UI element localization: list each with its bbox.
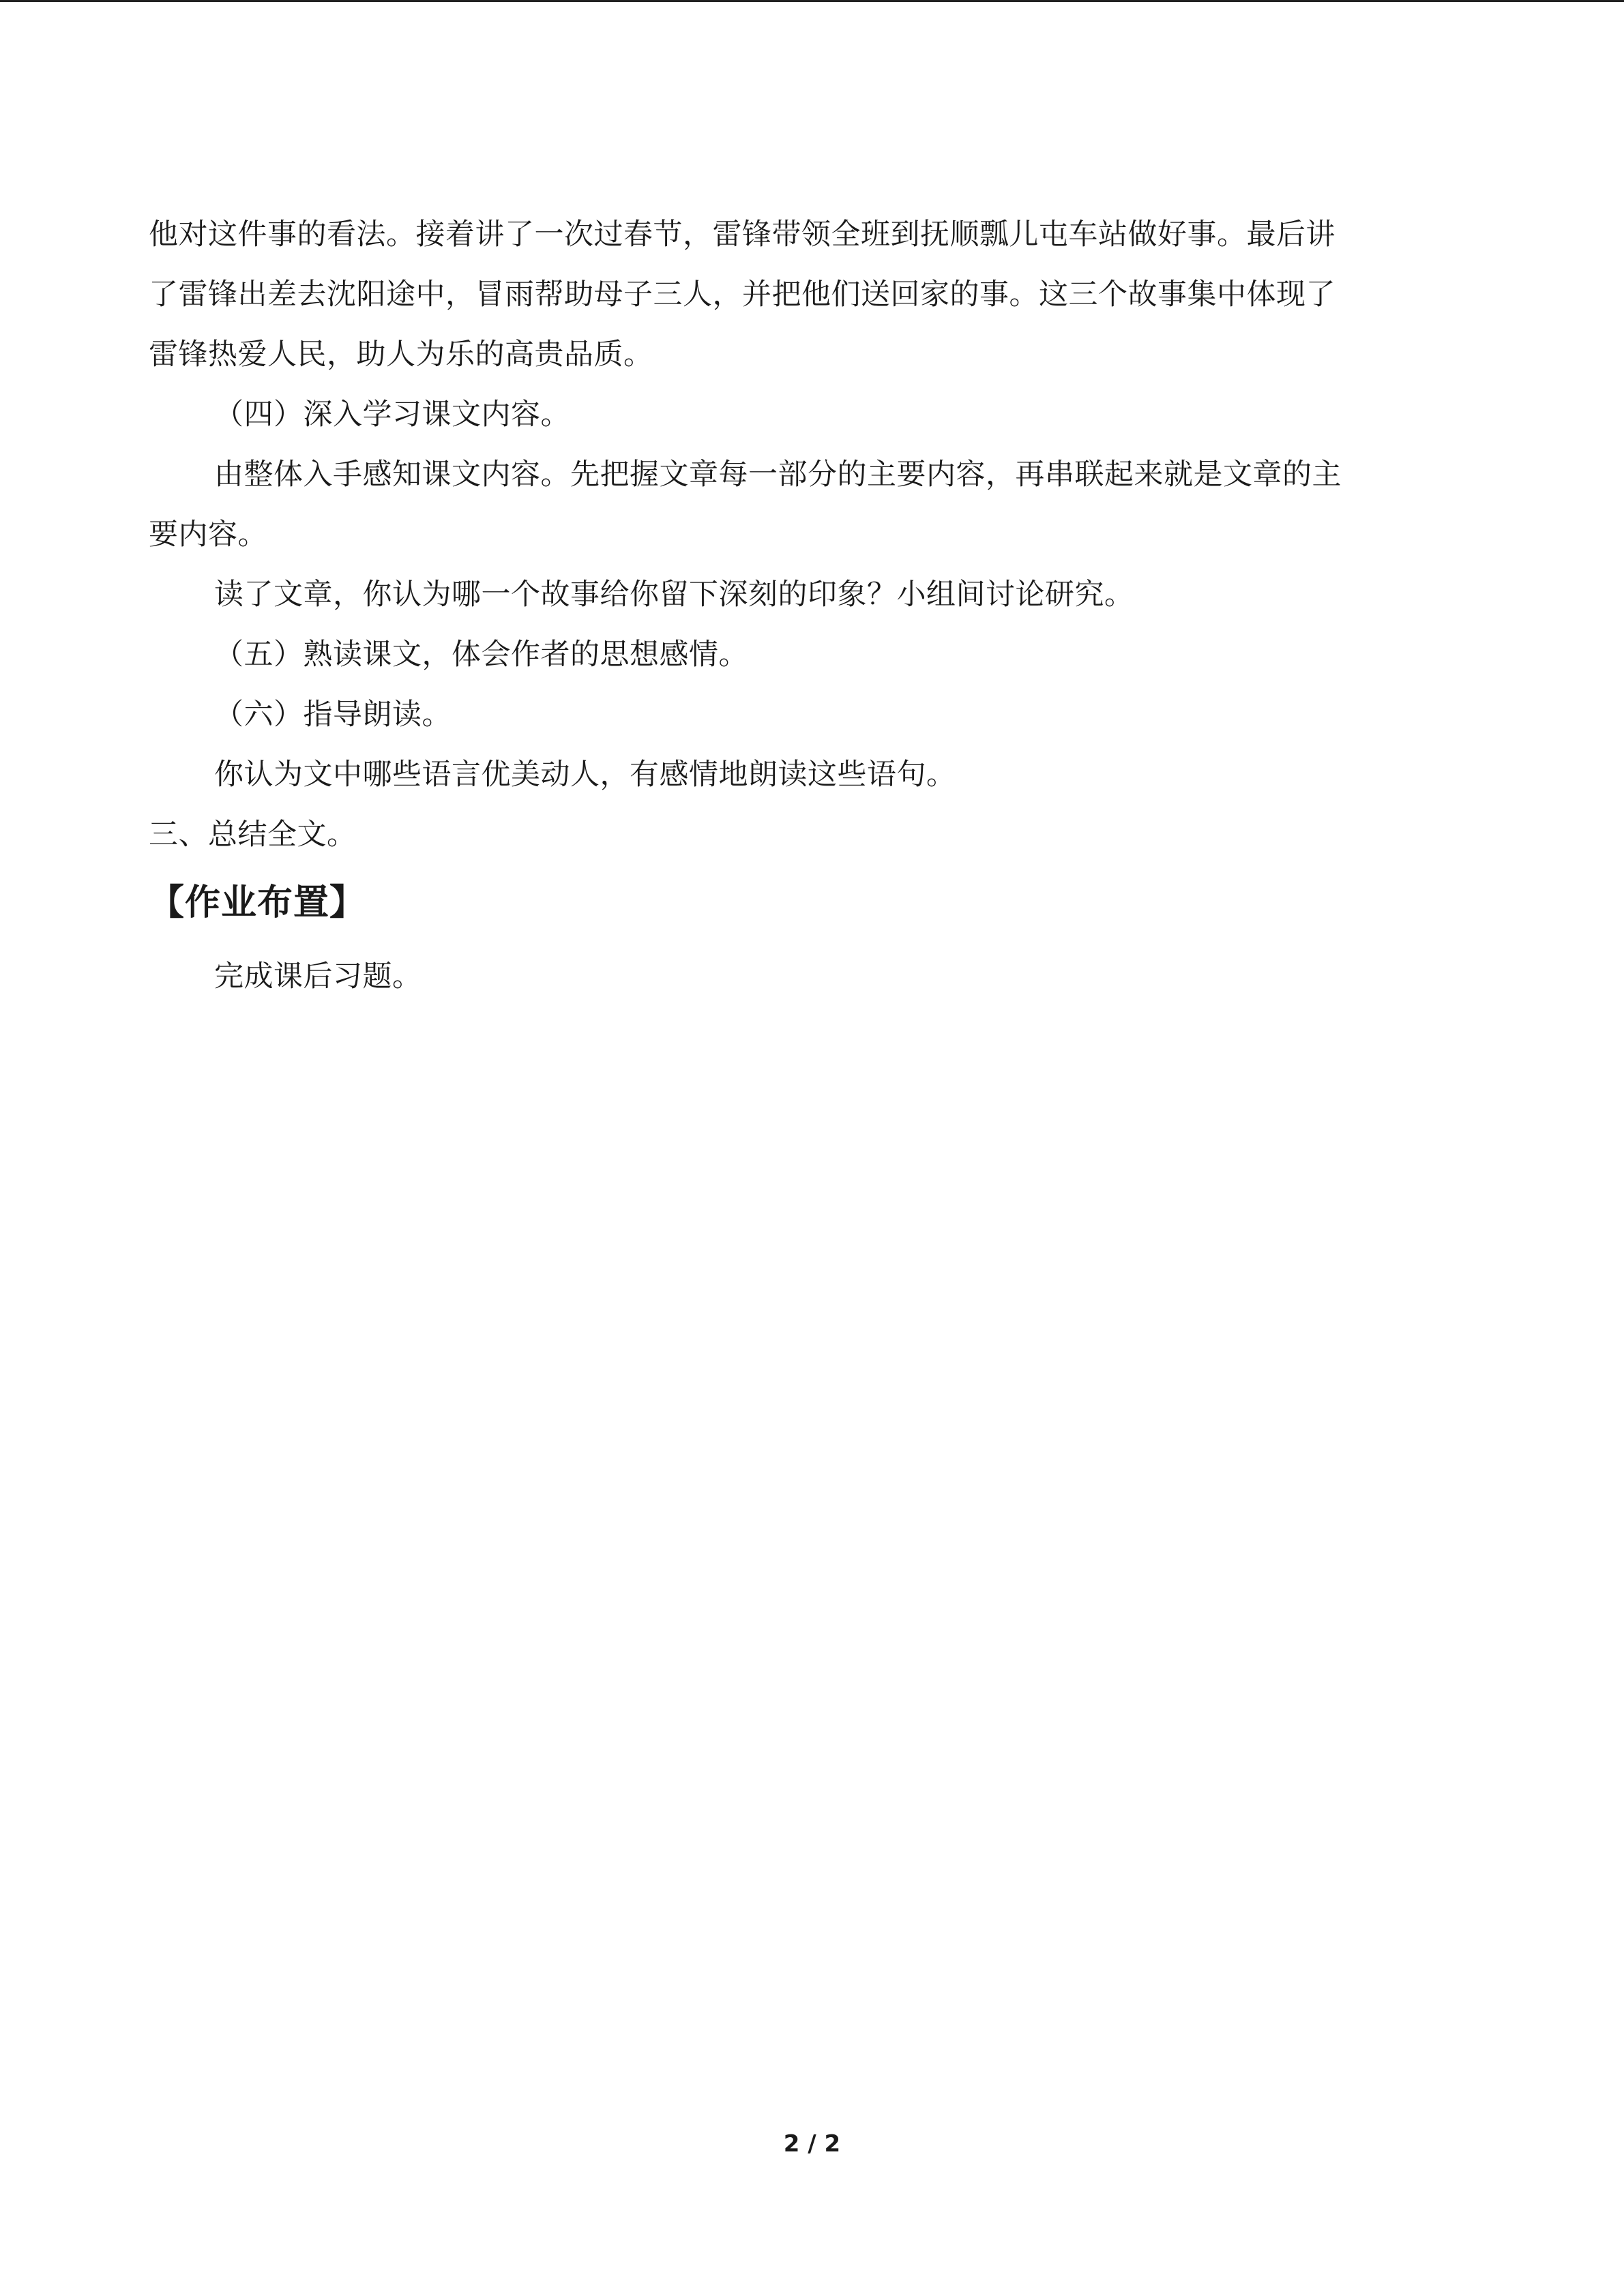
- page-number: 2 / 2: [783, 2130, 841, 2158]
- homework-heading: 【作业布置】: [149, 882, 366, 923]
- body-line-3: 雷锋热爱人民，助人为乐的高贵品质。: [149, 338, 653, 372]
- body-line-10: 你认为文中哪些语言优美动人，有感情地朗读这些语句。: [214, 758, 956, 792]
- body-line-2: 了雷锋出差去沈阳途中，冒雨帮助母子三人，并把他们送回家的事。这三个故事集中体现了: [149, 278, 1335, 312]
- section-five-heading: （五）熟读课文，体会作者的思想感情。: [214, 638, 748, 672]
- body-line-5: 由整体入手感知课文内容。先把握文章每一部分的主要内容，再串联起来就是文章的主: [214, 458, 1342, 492]
- homework-text: 完成课后习题。: [214, 959, 422, 994]
- body-line-7: 读了文章，你认为哪一个故事给你留下深刻的印象？小组间讨论研究。: [214, 578, 1134, 612]
- page-top-border: [0, 0, 1624, 2]
- body-line-1: 他对这件事的看法。接着讲了一次过春节，雷锋带领全班到抚顺瓢儿屯车站做好事。最后讲: [149, 218, 1335, 252]
- section-six-heading: （六）指导朗读。: [214, 698, 452, 732]
- section-four-heading: （四）深入学习课文内容。: [214, 398, 570, 432]
- document-body: [149, 205, 1458, 1007]
- part-three-heading: 三、总结全文。: [149, 818, 357, 852]
- body-line-6: 要内容。: [149, 518, 267, 552]
